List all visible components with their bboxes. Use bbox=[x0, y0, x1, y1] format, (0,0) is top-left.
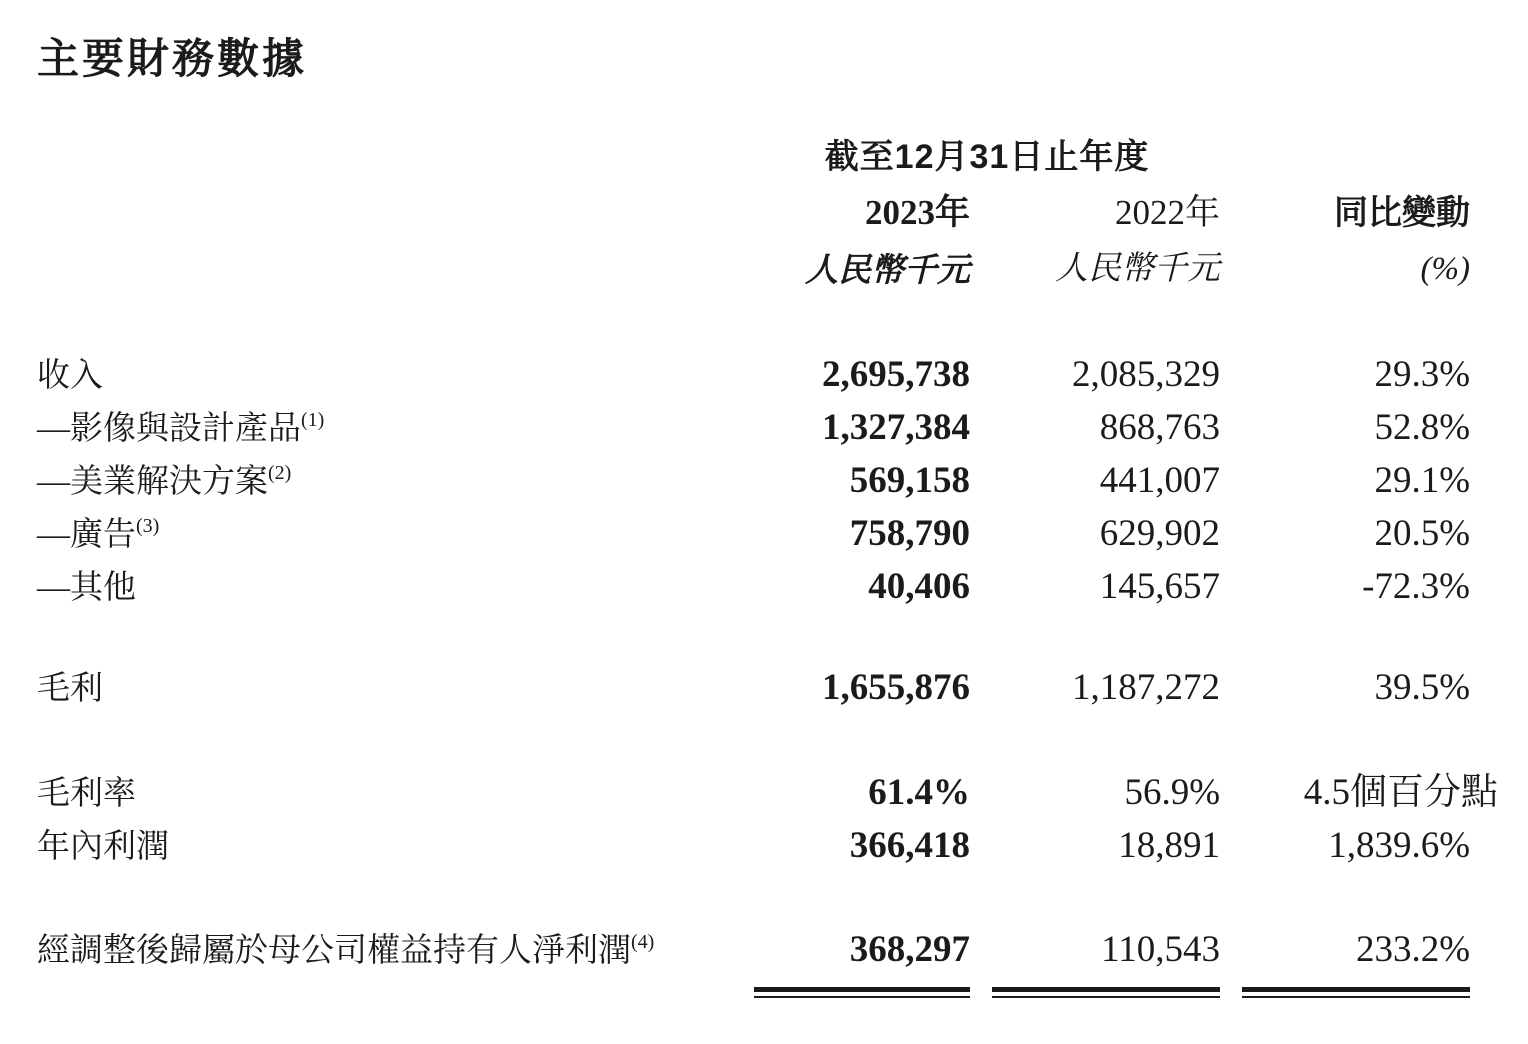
row-label: 收入 bbox=[37, 358, 103, 395]
value-change: 52.8% bbox=[1374, 407, 1471, 449]
empty-cell bbox=[37, 982, 754, 998]
table-row-others bbox=[37, 566, 1470, 619]
col-header-2023: 2023年 bbox=[864, 193, 970, 233]
footnote-marker: (3) bbox=[136, 515, 160, 538]
empty-cell bbox=[1220, 130, 1470, 188]
table-row-advertising bbox=[37, 513, 1470, 566]
value-2023: 1,327,384 bbox=[822, 407, 970, 449]
row-label: —廣告$^{(3)}$ bbox=[37, 515, 160, 554]
value-2023: 40,406 bbox=[868, 566, 970, 608]
row-label: 毛利 bbox=[37, 671, 103, 708]
empty-cell bbox=[37, 188, 754, 244]
total-rule-row bbox=[37, 982, 1470, 998]
row-label: 年內利潤 bbox=[37, 829, 169, 866]
value-change: 20.5% bbox=[1374, 513, 1471, 555]
double-rule-2023 bbox=[754, 982, 970, 998]
value-2022: 441,007 bbox=[1099, 460, 1221, 502]
value-2022: 145,657 bbox=[1099, 566, 1221, 608]
value-2023: 2,695,738 bbox=[822, 354, 970, 396]
table-row-gross-profit bbox=[37, 667, 1470, 720]
value-2022: 629,902 bbox=[1099, 513, 1221, 555]
value-2022: 2,085,329 bbox=[1072, 354, 1221, 396]
double-rule-change bbox=[1220, 982, 1470, 998]
row-label: —美業解決方案$^{(2)}$ bbox=[37, 462, 292, 501]
empty-cell bbox=[37, 130, 754, 188]
table-row-revenue bbox=[37, 354, 1470, 407]
value-change: 39.5% bbox=[1374, 667, 1471, 709]
table-row-profit-for-year bbox=[37, 825, 1470, 878]
row-label: —影像與設計產品$^{(1)}$ bbox=[37, 409, 325, 448]
value-2023: 61.4% bbox=[868, 772, 970, 814]
table-row-imaging-design bbox=[37, 407, 1470, 460]
value-2022: 1,187,272 bbox=[1072, 667, 1221, 709]
unit-2022: 人民幣千元 bbox=[1055, 251, 1221, 288]
value-change: 4.5個百分點 bbox=[1303, 772, 1499, 814]
value-change: 233.2% bbox=[1355, 929, 1471, 971]
value-2022: 110,543 bbox=[1101, 929, 1221, 971]
unit-header-row bbox=[37, 244, 1470, 300]
col-header-2022: 2022年 bbox=[1115, 193, 1221, 233]
key-financials-table bbox=[37, 130, 1499, 998]
value-change: 29.1% bbox=[1374, 460, 1471, 502]
empty-cell bbox=[37, 244, 754, 300]
value-2022: 18,891 bbox=[1118, 825, 1221, 867]
spacer-row bbox=[37, 878, 1470, 930]
period-header: 截至12月31日止年度 bbox=[824, 138, 1150, 177]
value-2023: 368,297 bbox=[849, 929, 970, 971]
col-header-change: 同比變動 bbox=[1334, 194, 1471, 233]
footnote-marker: (2) bbox=[268, 462, 292, 485]
double-rule-2022 bbox=[970, 982, 1220, 998]
row-label: 毛利率 bbox=[37, 776, 136, 813]
year-header-row bbox=[37, 188, 1470, 244]
value-2023: 1,655,876 bbox=[822, 667, 970, 709]
unit-change: (%) bbox=[1420, 251, 1471, 288]
row-label: 經調整後歸屬於母公司權益持有人淨利潤$^{(4)}$ bbox=[37, 931, 655, 970]
value-2023: 758,790 bbox=[849, 513, 970, 555]
row-label: —其他 bbox=[37, 570, 136, 607]
footnote-marker: (4) bbox=[631, 931, 655, 954]
value-2023: 569,158 bbox=[849, 460, 970, 502]
value-2022: 868,763 bbox=[1099, 407, 1221, 449]
value-2022: 56.9% bbox=[1124, 772, 1221, 814]
table-row-beauty-solutions bbox=[37, 460, 1470, 513]
period-header-row bbox=[37, 130, 1470, 188]
value-2023: 366,418 bbox=[849, 825, 970, 867]
page-title: 主要財務數據 bbox=[37, 35, 308, 82]
spacer-row bbox=[37, 619, 1470, 667]
footnote-marker: (1) bbox=[301, 409, 325, 432]
spacer-row bbox=[37, 300, 1470, 354]
table-row-gross-margin bbox=[37, 772, 1470, 825]
unit-2023: 人民幣千元 bbox=[805, 251, 970, 289]
value-change: -72.3% bbox=[1362, 566, 1471, 608]
value-change: 1,839.6% bbox=[1328, 825, 1471, 867]
value-change: 29.3% bbox=[1374, 354, 1471, 396]
spacer-row bbox=[37, 720, 1470, 772]
table-row-adjusted-net-profit bbox=[37, 930, 1470, 982]
